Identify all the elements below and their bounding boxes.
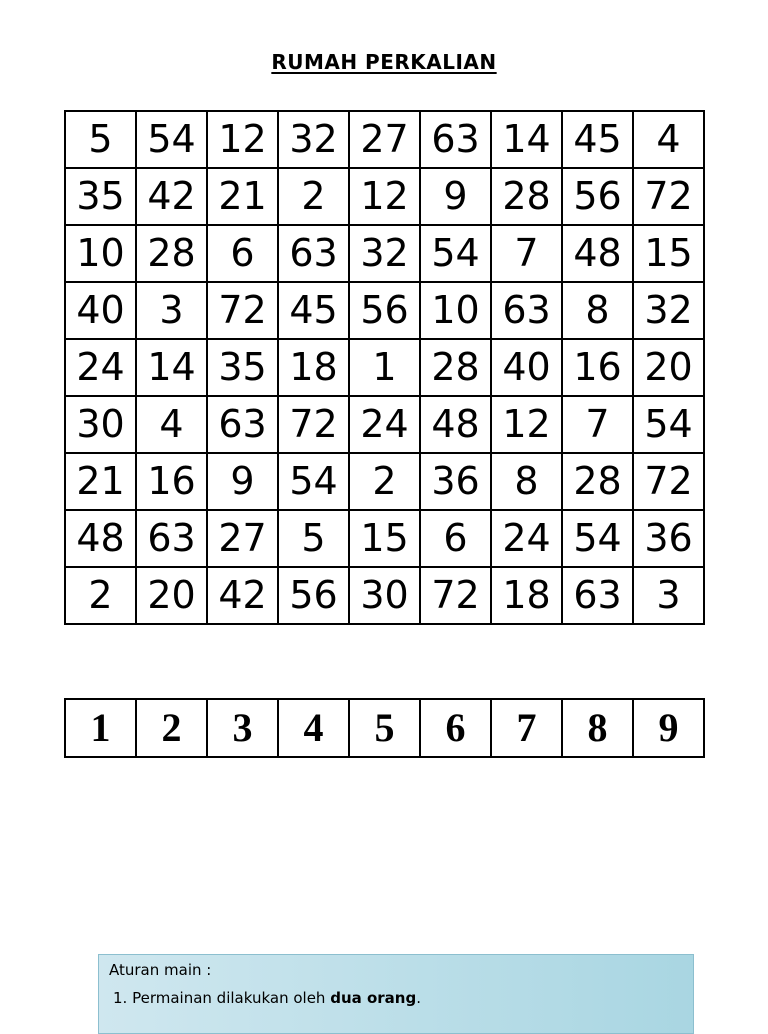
grid-cell: 20 <box>633 339 704 396</box>
grid-cell: 63 <box>136 510 207 567</box>
multiplier-cell: 4 <box>278 699 349 757</box>
grid-cell: 16 <box>136 453 207 510</box>
rules-item-text-bold: dua orang <box>330 989 417 1007</box>
grid-cell: 4 <box>633 111 704 168</box>
rules-heading: Aturan main : <box>109 961 212 979</box>
grid-cell: 72 <box>420 567 491 624</box>
grid-cell: 54 <box>420 225 491 282</box>
grid-cell: 45 <box>562 111 633 168</box>
grid-cell: 28 <box>420 339 491 396</box>
grid-cell: 36 <box>420 453 491 510</box>
rules-item <box>113 989 683 1007</box>
grid-cell: 32 <box>633 282 704 339</box>
grid-cell: 12 <box>207 111 278 168</box>
grid-cell: 15 <box>633 225 704 282</box>
grid-cell: 20 <box>136 567 207 624</box>
rules-item-text <box>132 989 421 1007</box>
multiplier-cell: 1 <box>65 699 136 757</box>
grid-cell: 42 <box>207 567 278 624</box>
grid-row <box>65 396 704 453</box>
grid-cell: 18 <box>278 339 349 396</box>
multiplication-grid <box>64 110 705 625</box>
grid-cell: 63 <box>562 567 633 624</box>
multiplier-row <box>64 698 705 758</box>
grid-cell: 63 <box>420 111 491 168</box>
rules-item-text-before: Permainan dilakukan oleh <box>132 989 331 1007</box>
multiplier-cell: 3 <box>207 699 278 757</box>
grid-row <box>65 111 704 168</box>
page-title: RUMAH PERKALIAN <box>271 50 497 74</box>
grid-cell: 10 <box>420 282 491 339</box>
grid-cell: 5 <box>278 510 349 567</box>
grid-row <box>65 282 704 339</box>
grid-cell: 14 <box>136 339 207 396</box>
multiplier-cell: 5 <box>349 699 420 757</box>
grid-cell: 9 <box>420 168 491 225</box>
grid-cell: 35 <box>207 339 278 396</box>
grid-cell: 7 <box>491 225 562 282</box>
grid-cell: 24 <box>491 510 562 567</box>
grid-row <box>65 453 704 510</box>
grid-row <box>65 567 704 624</box>
grid-cell: 45 <box>278 282 349 339</box>
grid-cell: 63 <box>278 225 349 282</box>
grid-cell: 24 <box>65 339 136 396</box>
grid-cell: 6 <box>207 225 278 282</box>
grid-cell: 56 <box>562 168 633 225</box>
grid-cell: 28 <box>491 168 562 225</box>
grid-cell: 12 <box>491 396 562 453</box>
grid-cell: 56 <box>278 567 349 624</box>
grid-cell: 7 <box>562 396 633 453</box>
grid-cell: 72 <box>633 168 704 225</box>
grid-cell: 9 <box>207 453 278 510</box>
grid-cell: 3 <box>136 282 207 339</box>
grid-cell: 40 <box>65 282 136 339</box>
grid-row <box>65 339 704 396</box>
grid-body <box>65 111 704 624</box>
grid-cell: 30 <box>349 567 420 624</box>
grid-cell: 27 <box>207 510 278 567</box>
grid-cell: 5 <box>65 111 136 168</box>
grid-cell: 14 <box>491 111 562 168</box>
grid-cell: 54 <box>562 510 633 567</box>
grid-cell: 4 <box>136 396 207 453</box>
grid-cell: 21 <box>65 453 136 510</box>
grid-row <box>65 225 704 282</box>
grid-cell: 54 <box>136 111 207 168</box>
grid-cell: 15 <box>349 510 420 567</box>
grid-cell: 32 <box>278 111 349 168</box>
grid-cell: 3 <box>633 567 704 624</box>
grid-cell: 56 <box>349 282 420 339</box>
multiplier-cell: 2 <box>136 699 207 757</box>
grid-row <box>65 510 704 567</box>
grid-cell: 48 <box>562 225 633 282</box>
grid-cell: 16 <box>562 339 633 396</box>
rules-box <box>98 954 694 1034</box>
multiplier-tr <box>65 699 704 757</box>
grid-cell: 27 <box>349 111 420 168</box>
multiplier-cell: 8 <box>562 699 633 757</box>
grid-cell: 54 <box>278 453 349 510</box>
multiplier-cell: 7 <box>491 699 562 757</box>
grid-cell: 18 <box>491 567 562 624</box>
grid-cell: 8 <box>491 453 562 510</box>
grid-cell: 2 <box>65 567 136 624</box>
grid-row <box>65 168 704 225</box>
grid-cell: 28 <box>136 225 207 282</box>
grid-cell: 54 <box>633 396 704 453</box>
multiplier-cell: 6 <box>420 699 491 757</box>
grid-cell: 2 <box>278 168 349 225</box>
grid-cell: 28 <box>562 453 633 510</box>
grid-cell: 21 <box>207 168 278 225</box>
grid-cell: 42 <box>136 168 207 225</box>
grid-cell: 48 <box>65 510 136 567</box>
grid-cell: 1 <box>349 339 420 396</box>
grid-cell: 32 <box>349 225 420 282</box>
grid-cell: 72 <box>207 282 278 339</box>
grid-cell: 6 <box>420 510 491 567</box>
rules-item-number: 1. <box>113 989 128 1007</box>
grid-cell: 24 <box>349 396 420 453</box>
grid-cell: 8 <box>562 282 633 339</box>
rules-item-text-after: . <box>416 989 421 1007</box>
grid-cell: 63 <box>207 396 278 453</box>
multiplier-cell: 9 <box>633 699 704 757</box>
grid-cell: 35 <box>65 168 136 225</box>
grid-cell: 36 <box>633 510 704 567</box>
grid-cell: 72 <box>278 396 349 453</box>
grid-cell: 72 <box>633 453 704 510</box>
grid-cell: 40 <box>491 339 562 396</box>
grid-cell: 12 <box>349 168 420 225</box>
grid-cell: 63 <box>491 282 562 339</box>
grid-cell: 48 <box>420 396 491 453</box>
grid-cell: 10 <box>65 225 136 282</box>
grid-cell: 30 <box>65 396 136 453</box>
grid-cell: 2 <box>349 453 420 510</box>
